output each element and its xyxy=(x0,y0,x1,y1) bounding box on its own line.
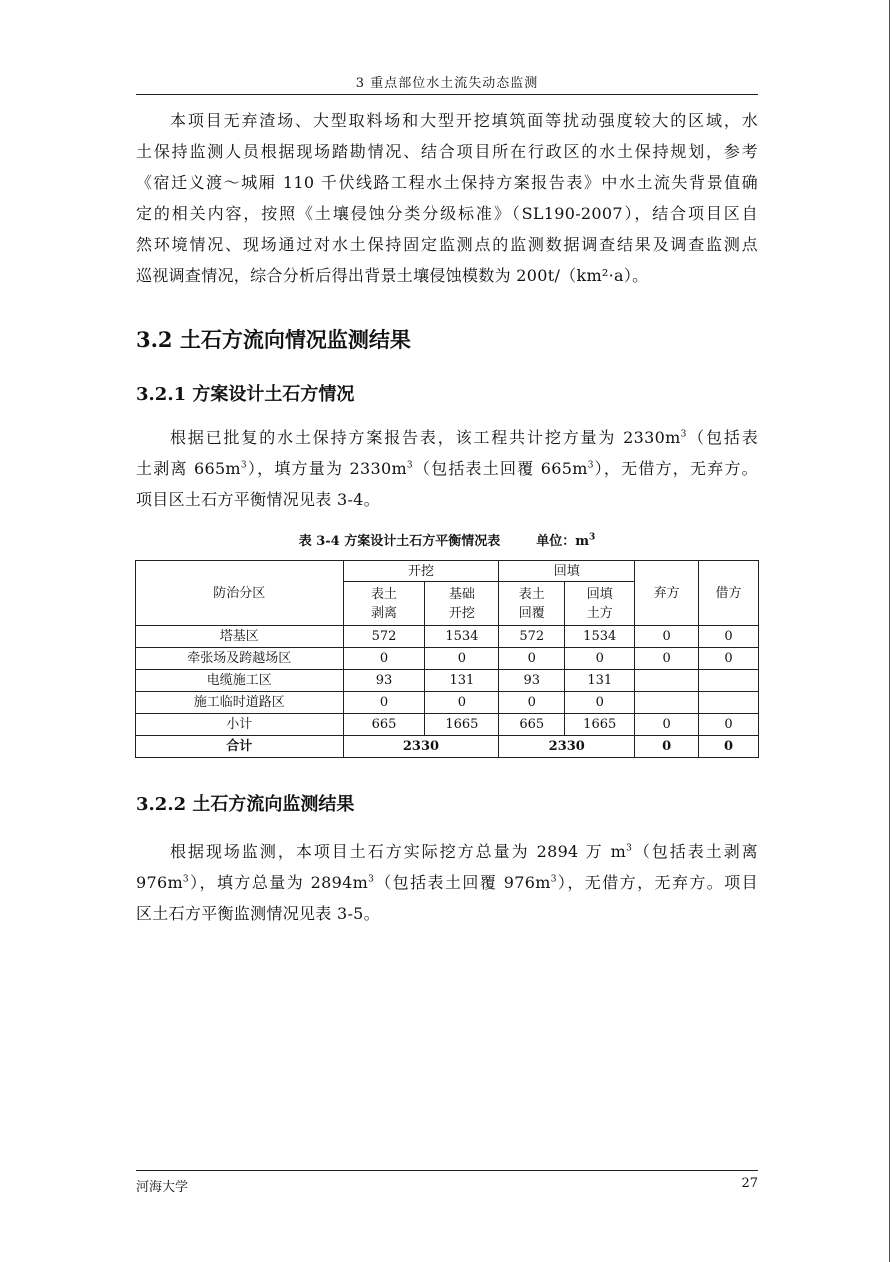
table-row xyxy=(136,648,759,670)
cell-value: 665 xyxy=(343,714,425,736)
cell-value: 0 xyxy=(699,626,759,648)
para1-line: 《宿迁义渡～城厢 110 千伏线路工程水土保持方案报告表》中水土流失背景值确 xyxy=(136,173,758,192)
para3-line: 根据现场监测，本项目土石方实际挖方总量为 2894 万 $m^3$（包括表土剥离 xyxy=(170,842,758,861)
para1-line: 然环境情况、现场通过对水土保持固定监测点的监测数据调查结果及调查监测点 xyxy=(136,235,758,254)
table-unit: 单位：$m^3$ xyxy=(536,532,596,549)
cell-zone: 合计 xyxy=(136,736,344,758)
cell-value: 0 xyxy=(635,648,699,670)
cell-value: 0 xyxy=(343,692,425,714)
cell-value: 93 xyxy=(343,670,425,692)
header-fill-earth: 回填 土方 xyxy=(565,582,635,626)
cell-value: 0 xyxy=(565,648,635,670)
para1-line: 土保持监测人员根据现场踏勘情况、结合项目所在行政区的水土保持规划，参考 xyxy=(136,142,758,161)
para2-line: 根据已批复的水土保持方案报告表，该工程共计挖方量为 $2330m^3$（包括表 xyxy=(170,428,759,447)
cell-value: 0 xyxy=(635,714,699,736)
table-row xyxy=(136,692,759,714)
cell-zone: 小计 xyxy=(136,714,344,736)
header-exc-foundation: 基础 开挖 xyxy=(425,582,499,626)
cell-value: 131 xyxy=(565,670,635,692)
para2-line: 项目区土石方平衡情况见表 3-4。 xyxy=(136,490,380,509)
section-heading-3-2: 3.2 土石方流向情况监测结果 xyxy=(136,327,411,352)
cell-value: 0 xyxy=(499,648,565,670)
para1-line: 本项目无弃渣场、大型取料场和大型开挖填筑面等扰动强度较大的区域，水 xyxy=(170,111,758,130)
cell-value: 0 xyxy=(499,692,565,714)
running-header: 3 重点部位水土流失动态监测 xyxy=(355,76,539,91)
cell-value: 1534 xyxy=(425,626,499,648)
header-exc-topsoil: 表土 剥离 xyxy=(343,582,425,626)
cell-value: 0 xyxy=(699,648,759,670)
cell-value xyxy=(699,692,759,714)
cell-value xyxy=(635,692,699,714)
cell-value: 572 xyxy=(343,626,425,648)
cell-zone: 牵张场及跨越场区 xyxy=(136,648,344,670)
monitored-earthwork-paragraph xyxy=(136,836,758,929)
cell-zone: 电缆施工区 xyxy=(136,670,344,692)
table-row xyxy=(136,626,759,648)
cell-value: 665 xyxy=(499,714,565,736)
table-row-total xyxy=(136,736,759,758)
para3-line: $976m^3$），填方总量为 $2894m^3$（包括表土回覆 $976m^3$），无借方，无弃方。项目 xyxy=(136,873,758,892)
background-erosion-paragraph xyxy=(136,105,758,291)
header-excavation: 开挖 xyxy=(343,561,499,582)
cell-zone: 施工临时道路区 xyxy=(136,692,344,714)
table-row xyxy=(136,670,759,692)
table-caption xyxy=(136,530,758,549)
table-header-row xyxy=(136,561,759,582)
table-row-subtotal xyxy=(136,714,759,736)
cell-total-borrow: 0 xyxy=(699,736,759,758)
cell-value: 0 xyxy=(635,626,699,648)
cell-value xyxy=(699,670,759,692)
header-rule xyxy=(136,94,758,95)
header-fill: 回填 xyxy=(499,561,635,582)
cell-value: 93 xyxy=(499,670,565,692)
cell-value: 0 xyxy=(699,714,759,736)
section-heading-3-2-1: 3.2.1 方案设计土石方情况 xyxy=(136,384,355,405)
cell-value: 572 xyxy=(499,626,565,648)
header-fill-topsoil: 表土 回覆 xyxy=(499,582,565,626)
section-heading-3-2-2: 3.2.2 土石方流向监测结果 xyxy=(136,794,355,815)
header-zone: 防治分区 xyxy=(136,561,344,626)
cell-value: 0 xyxy=(425,648,499,670)
cell-value: 0 xyxy=(343,648,425,670)
footer-rule xyxy=(136,1170,758,1171)
design-earthwork-paragraph xyxy=(136,422,758,515)
header-borrow: 借方 xyxy=(699,561,759,626)
cell-value: 1665 xyxy=(425,714,499,736)
cell-value: 131 xyxy=(425,670,499,692)
para3-line: 区土石方平衡监测情况见表 3-5。 xyxy=(136,904,380,923)
cell-value: 1665 xyxy=(565,714,635,736)
cell-total-fill: 2330 xyxy=(499,736,635,758)
earthwork-balance-table xyxy=(135,560,759,758)
cell-value: 1534 xyxy=(565,626,635,648)
para1-line: 巡视调查情况，综合分析后得出背景土壤侵蚀模数为 200t/（km²·a）。 xyxy=(136,266,649,285)
cell-total-waste: 0 xyxy=(635,736,699,758)
cell-value: 0 xyxy=(425,692,499,714)
para1-line: 定的相关内容，按照《土壤侵蚀分类分级标准》（SL190-2007），结合项目区自 xyxy=(136,204,758,223)
footer-institution: 河海大学 xyxy=(136,1180,189,1195)
page-edge-line xyxy=(889,0,890,1262)
para2-line: 土剥离 $665m^3$），填方量为 $2330m^3$（包括表土回覆 $665m^3$），无借方，无弃方。 xyxy=(136,459,758,478)
cell-value: 0 xyxy=(565,692,635,714)
page-number: 27 xyxy=(741,1176,758,1191)
table-caption-title: 表 3-4 方案设计土石方平衡情况表 xyxy=(298,534,501,549)
cell-zone: 塔基区 xyxy=(136,626,344,648)
cell-value xyxy=(635,670,699,692)
header-waste: 弃方 xyxy=(635,561,699,626)
cell-total-excavation: 2330 xyxy=(343,736,499,758)
